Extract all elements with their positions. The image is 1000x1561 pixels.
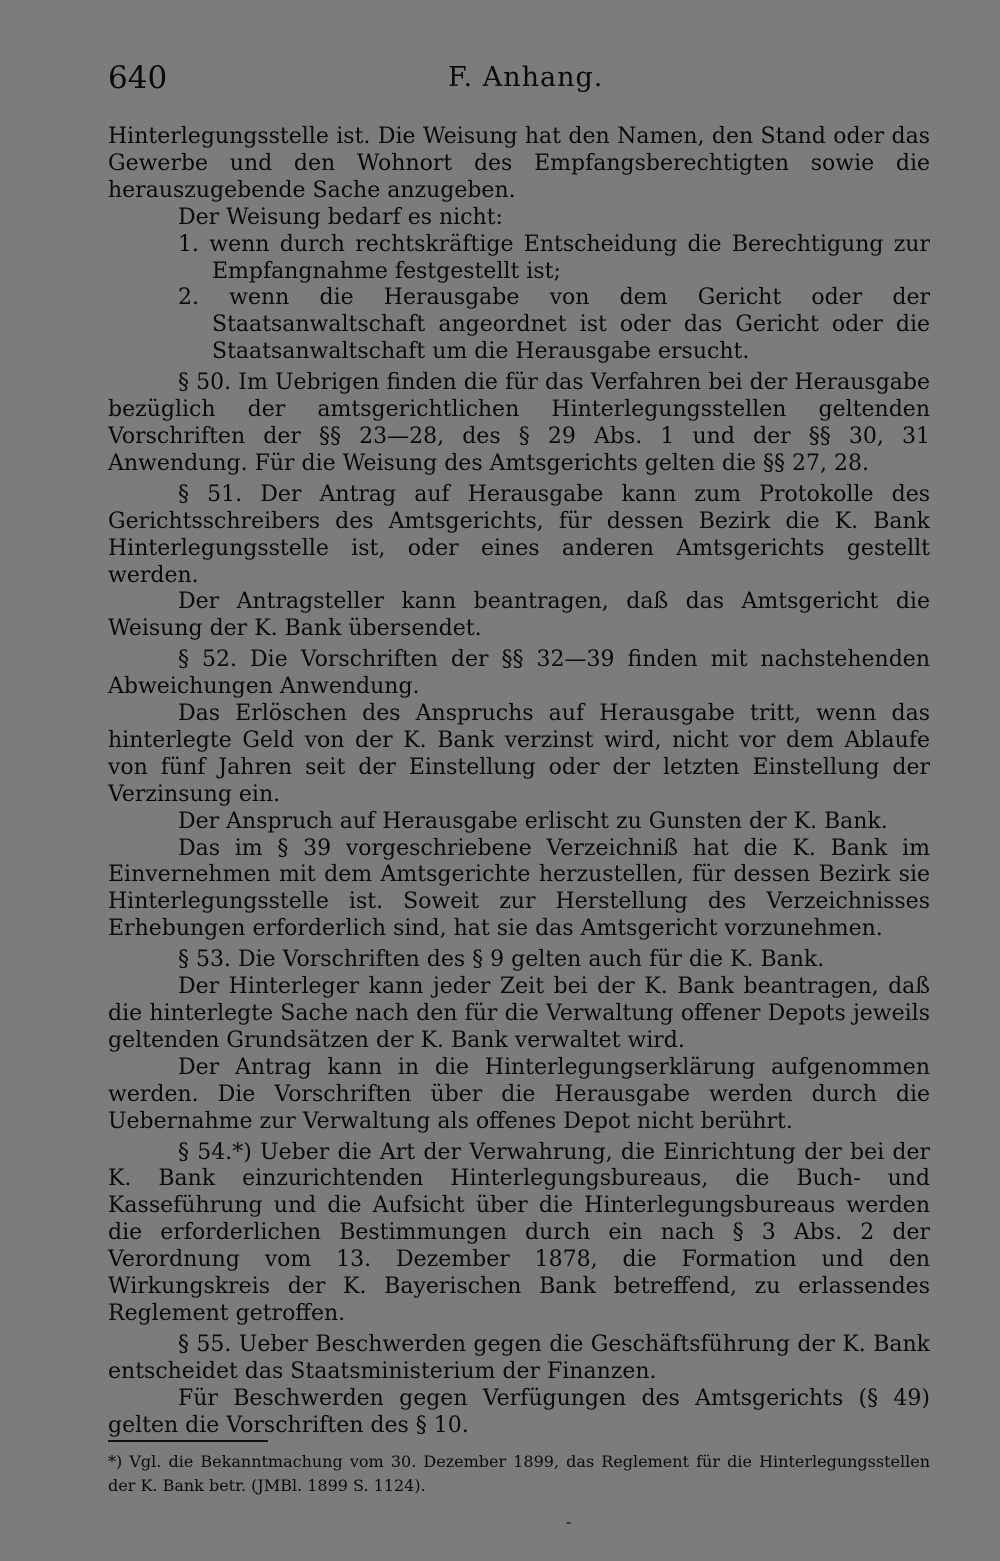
page-number: 640 bbox=[108, 60, 168, 96]
paragraph: § 52. Die Vorschriften der §§ 32—39 finden mit nachstehenden Abweichungen Anwendung. bbox=[108, 647, 930, 700]
paragraph: Der Anspruch auf Herausgabe erlischt zu Gunsten der K. Bank. bbox=[178, 808, 888, 834]
footnote: *) Vgl. die Bekanntmachung vom 30. Dezember 1899, das Reglement für die Hinterlegungsstellen der K. Bank betr. (JMBl. 1899 S. 1124). bbox=[108, 1452, 930, 1495]
paragraph: Das Erlöschen des Anspruchs auf Herausgabe tritt, wenn das hinterlegte Geld von der K. Bank verzinst wird, nicht vor dem Ablaufe von fünf Jahren seit der Einstellung oder der letzten Einstellung der Verzinsung ein. bbox=[108, 701, 930, 807]
footnote-rule bbox=[108, 1440, 268, 1442]
paragraph: § 55. Ueber Beschwerden gegen die Geschäftsführung der K. Bank entscheidet das Staatsministerium der Finanzen. bbox=[108, 1331, 930, 1384]
bottom-mark: - bbox=[566, 1512, 572, 1531]
paragraph: Der Antrag kann in die Hinterlegungserklärung aufgenommen werden. Die Vorschriften über die Herausgabe werden durch die Uebernahme zur Verwaltung als offenes Depot nicht berührt. bbox=[108, 1054, 930, 1134]
paragraph: § 54.*) Ueber die Art der Verwahrung, die Einrichtung der bei der K. Bank einzurichtenden Hinterlegungsbureaus, die Buch- und Kasseführung und die Aufsicht über die Hinterlegungsbureaus werden die erforderlichen Bestimmungen durch ein nach § 3 Abs. 2 der Verordnung vom 13. Dezember 1878, die Formation und den Wirkungskreis der K. Bayerischen Bank betreffend, zu erlassendes Reglement getroffen. bbox=[108, 1139, 930, 1326]
paragraph: Der Antragsteller kann beantragen, daß das Amtsgericht die Weisung der K. Bank übersendet. bbox=[108, 589, 930, 642]
running-head: F. Anhang. bbox=[448, 62, 604, 93]
paragraph: § 50. Im Uebrigen finden die für das Verfahren bei der Herausgabe bezüglich der amtsgerichtlichen Hinterlegungsstellen geltenden Vorschriften der §§ 23—28, des § 29 Abs. 1 und der §§ 30, 31 Anwendung. Für die Weisung des Amtsgerichts gelten die §§ 27, 28. bbox=[108, 370, 930, 476]
list-item: 2. wenn die Herausgabe von dem Gericht oder der Staatsanwaltschaft angeordnet ist oder das Gericht oder die Staatsanwaltschaft um die Herausgabe ersucht. bbox=[178, 285, 930, 365]
paragraph: Für Beschwerden gegen Verfügungen des Amtsgerichts (§ 49) gelten die Vorschriften des § 10. bbox=[108, 1385, 930, 1438]
paragraph: § 51. Der Antrag auf Herausgabe kann zum Protokolle des Gerichtsschreibers des Amtsgerichts, für dessen Bezirk die K. Bank Hinterlegungsstelle ist, oder eines anderen Amtsgerichts gestellt werden. bbox=[108, 481, 930, 588]
paragraph: Der Hinterleger kann jeder Zeit bei der K. Bank beantragen, daß die hinterlegte Sache nach den für die Verwaltung offener Depots jeweils geltenden Grundsätzen der K. Bank verwaltet wird. bbox=[108, 974, 930, 1053]
paragraph: § 53. Die Vorschriften des § 9 gelten auch für die K. Bank. bbox=[178, 947, 825, 973]
paragraph: Hinterlegungsstelle ist. Die Weisung hat den Namen, den Stand oder das Gewerbe und den Wohnort des Empfangsberechtigten sowie die herauszugebende Sache anzugeben. bbox=[108, 124, 930, 203]
paragraph: Der Weisung bedarf es nicht: bbox=[178, 204, 503, 230]
page-header bbox=[108, 56, 928, 100]
main-text bbox=[108, 124, 930, 1440]
paragraph: Das im § 39 vorgeschriebene Verzeichniß hat die K. Bank im Einvernehmen mit dem Amtsgerichte herzustellen, für dessen Bezirk sie Hinterlegungsstelle ist. Soweit zur Herstellung des Verzeichnisses Erhebungen erforderlich sind, hat sie das Amtsgericht vorzunehmen. bbox=[108, 835, 930, 942]
list-item: 1. wenn durch rechtskräftige Entscheidung die Berechtigung zur Empfangnahme festgestellt ist; bbox=[178, 231, 930, 284]
